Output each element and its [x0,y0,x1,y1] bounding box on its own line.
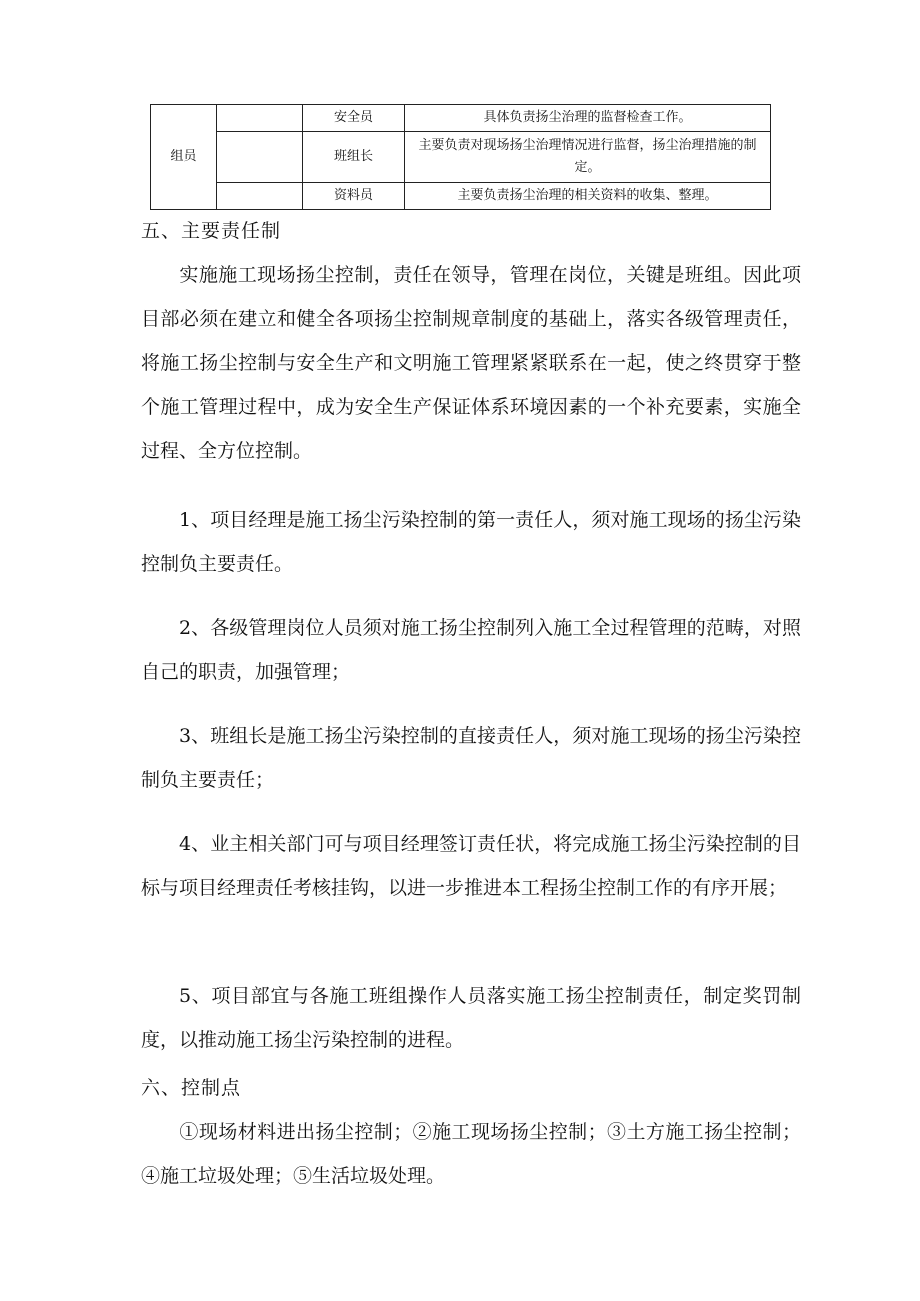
group-label-cell: 组员 [151,105,217,210]
empty-cell [217,105,303,132]
section-5-intro: 实施施工现场扬尘控制，责任在领导，管理在岗位，关键是班组。因此项目部必须在建立和健全各项扬尘控制规章制度的基础上，落实各级管理责任，将施工扬尘控制与安全生产和文明施工管理紧紧联系在一起，使之终贯穿于整个施工管理过程中，成为安全生产保证体系环境因素的一个补充要素，实施全过程、全方位控制。 [141,264,801,462]
section-6-heading: 六、控制点 [141,1077,242,1099]
responsibility-item-4: 4、业主相关部门可与项目经理签订责任状，将完成施工扬尘污染控制的目标与项目经理责任考核挂钩，以进一步推进本工程扬尘控制工作的有序开展； [141,833,801,899]
table-row [151,105,771,132]
responsibility-item-5: 5、项目部宜与各施工班组操作人员落实施工扬尘控制责任，制定奖罚制度，以推动施工扬尘污染控制的进程。 [141,985,801,1051]
duty-cell: 具体负责扬尘治理的监督检查工作。 [405,105,771,132]
role-cell: 班组长 [303,132,405,183]
responsibility-item-1: 1、项目经理是施工扬尘污染控制的第一责任人，须对施工现场的扬尘污染控制负主要责任。 [141,509,801,575]
responsibility-item-3: 3、班组长是施工扬尘污染控制的直接责任人，须对施工现场的扬尘污染控制负主要责任； [141,725,801,791]
table-row [151,132,771,183]
table-row [151,183,771,210]
duty-table [150,104,771,210]
duty-cell: 主要负责对现场扬尘治理情况进行监督，扬尘治理措施的制定。 [405,132,771,183]
empty-cell [217,183,303,210]
empty-cell [217,132,303,183]
section-5-heading: 五、主要责任制 [141,220,282,242]
role-cell: 安全员 [303,105,405,132]
control-points-text: ①现场材料进出扬尘控制；②施工现场扬尘控制；③土方施工扬尘控制；④施工垃圾处理；⑤生活垃圾处理。 [141,1121,801,1187]
duty-cell: 主要负责扬尘治理的相关资料的收集、整理。 [405,183,771,210]
role-cell: 资料员 [303,183,405,210]
responsibility-item-2: 2、各级管理岗位人员须对施工扬尘控制列入施工全过程管理的范畴，对照自己的职责，加强管理； [141,617,801,683]
